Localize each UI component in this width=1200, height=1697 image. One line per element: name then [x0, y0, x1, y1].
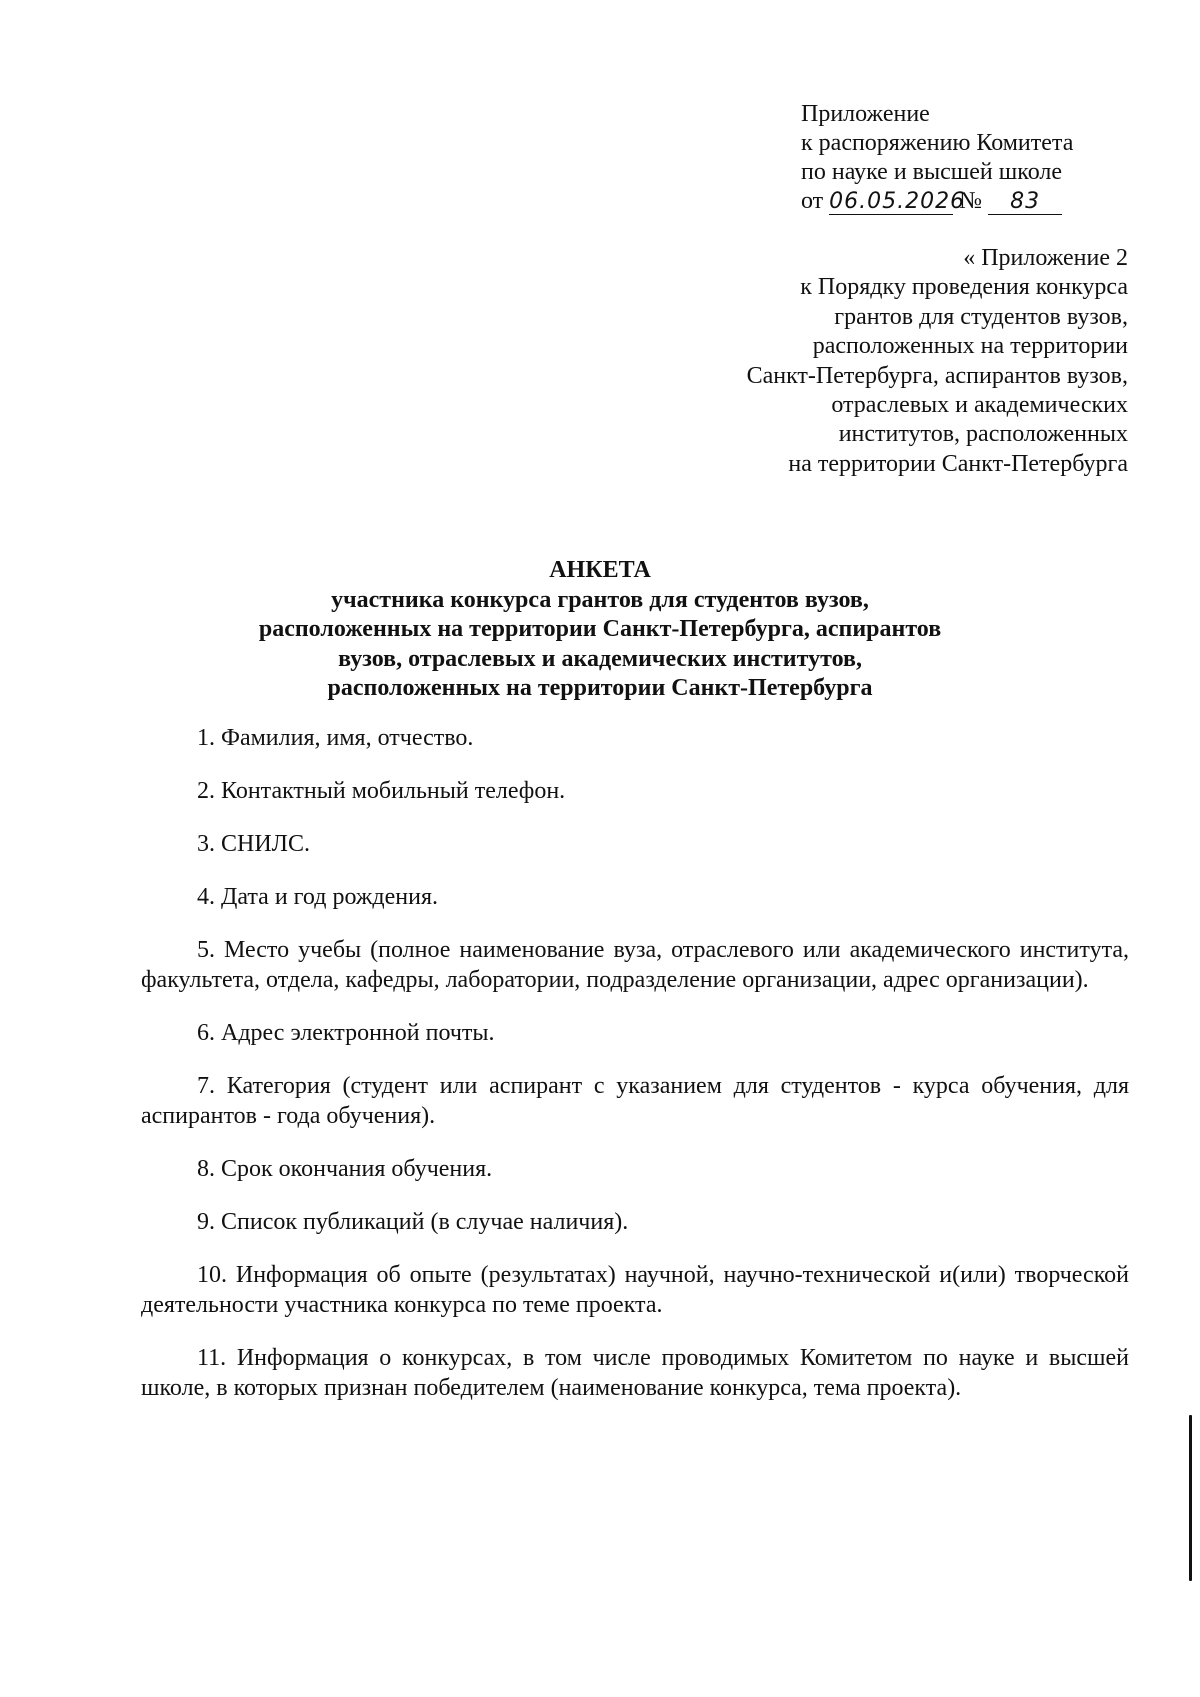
questionnaire-item: 9. Список публикаций (в случае наличия). [197, 1209, 629, 1235]
questionnaire-item: 2. Контактный мобильный телефон. [197, 778, 566, 804]
document-title [120, 556, 1080, 704]
questionnaire-item: 1. Фамилия, имя, отчество. [197, 725, 474, 751]
appendix-2-line: расположенных на территории [812, 333, 1128, 360]
title-line: расположенных на территории Санкт-Петербурга [327, 675, 873, 701]
handwritten-date: 06.05.2026 [829, 189, 966, 214]
date-prefix: от [801, 188, 824, 214]
questionnaire-item: 7. Категория (студент или аспирант с указанием для студентов - курса обучения, для аспирантов - года обучения). [141, 1073, 1129, 1129]
questionnaire-item: 10. Информация об опыте (результатах) научной, научно-технической и(или) творческой деятельности участника конкурса по теме проекта. [141, 1262, 1129, 1318]
appendix-2-header [708, 244, 1128, 479]
questionnaire-items [141, 723, 1129, 1426]
appendix-2-line: « Приложение 2 [963, 245, 1128, 271]
annex-header [801, 100, 1141, 216]
annex-line-2: к распоряжению Комитета [801, 130, 1074, 156]
annex-date-number-line [801, 187, 1141, 216]
handwritten-number: 83 [988, 190, 1062, 215]
title-line: вузов, отраслевых и академических институтов, [338, 645, 862, 672]
appendix-2-line: Санкт-Петербурга, аспирантов вузов, [746, 362, 1128, 389]
title-line: участника конкурса грантов для студентов вузов, [331, 586, 869, 613]
appendix-2-line: на территории Санкт-Петербурга [788, 450, 1128, 477]
questionnaire-item: 5. Место учебы (полное наименование вуза, отраслевого или академического института, факультета, отдела, кафедры, лаборатории, подразделение организации, адрес организации). [141, 937, 1129, 993]
scan-edge-mark [1189, 1415, 1192, 1581]
questionnaire-item: 11. Информация о конкурсах, в том числе проводимых Комитетом по науке и высшей школе, в которых признан победителем (наименование конкурса, тема проекта). [141, 1345, 1129, 1401]
questionnaire-item: 3. СНИЛС. [197, 831, 310, 857]
appendix-2-line: отраслевых и академических [831, 392, 1128, 419]
appendix-2-line: грантов для студентов вузов, [834, 303, 1128, 330]
title-line: расположенных на территории Санкт-Петербурга, аспирантов [258, 616, 942, 642]
appendix-2-line: институтов, расположенных [838, 421, 1128, 448]
title-heading: АНКЕТА [549, 557, 651, 583]
number-prefix: № [959, 188, 983, 214]
appendix-2-line: к Порядку проведения конкурса [800, 274, 1128, 301]
questionnaire-item: 4. Дата и год рождения. [197, 884, 439, 910]
annex-line-3: по науке и высшей школе [801, 159, 1062, 185]
questionnaire-item: 8. Срок окончания обучения. [197, 1156, 493, 1182]
questionnaire-item: 6. Адрес электронной почты. [197, 1020, 495, 1046]
annex-line-1: Приложение [801, 101, 930, 127]
